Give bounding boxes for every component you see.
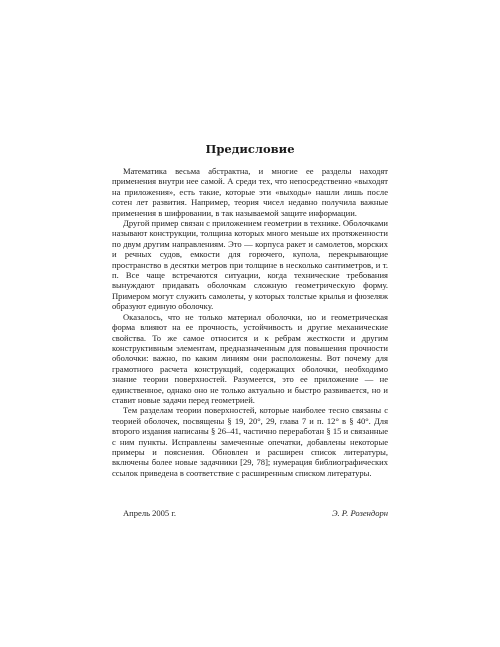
paragraph-3: Оказалось, что не только материал оболочки, но и геометрическая форма влияют на ее прочность, устойчивость и другие механические свойства. То же самое относится и к ребрам жесткости и другим конструктивным элементам, предназначенным для повышения прочности оболочки: важно, по каким линиям они расположены. Вот почему для грамотного расчета конструкций, содержащих оболочки, необходимо знание теории поверхностей. Разумеется, это ее приложение — не единственное, однако оно не только актуально и быстро развивается, но и ставит новые задачи перед геометрией. bbox=[112, 311, 388, 405]
signature-author: Э. Р. Розендорн bbox=[331, 508, 388, 518]
signature-line bbox=[112, 508, 388, 518]
page-title: Предисловие bbox=[205, 142, 295, 156]
paragraph-2: Другой пример связан с приложением геометрии в технике. Оболочками называют конструкции, толщина которых много меньше их протяженности по двум другим направлениям. Это — корпуса ракет и самолетов, морских и речных судов, емкости для горючего, купола, перекрывающие пространство в десятки метров при толщине в несколько сантиметров, и т. п. Все чаще встречаются ситуации, когда технические требования вынуждают придавать оболочкам сложную геометрическую форму. Примером могут служить самолеты, у которых толстые крылья и фюзеляж образуют единую оболочку. bbox=[112, 218, 388, 312]
preface-body bbox=[112, 166, 388, 478]
paragraph-4: Тем разделам теории поверхностей, которые наиболее тесно связаны с теорией оболочек, посвящены § 19, 20°, 29, глава 7 и п. 12° в § 40°. Для второго издания написаны § 26–41, частично переработан § 15 и связанные с ним пункты. Исправлены замеченные опечатки, добавлены некоторые примеры и пояснения. Обновлен и расширен список литературы, включены более новые задачники [29, 78]; нумерация библиографических ссылок приведена в соответствие с расширенным списком литературы. bbox=[112, 405, 388, 478]
signature-date: Апрель 2005 г. bbox=[123, 508, 177, 518]
paragraph-1: Математика весьма абстрактна, и многие ее разделы находят применения внутри нее самой. А среди тех, что непосредственно «выходят на приложения», есть такие, которые эти «выходы» нашли лишь после сотен лет развития. Например, теория чисел недавно получила важные применения в шифровании, в так называемой защите информации. bbox=[112, 166, 388, 218]
